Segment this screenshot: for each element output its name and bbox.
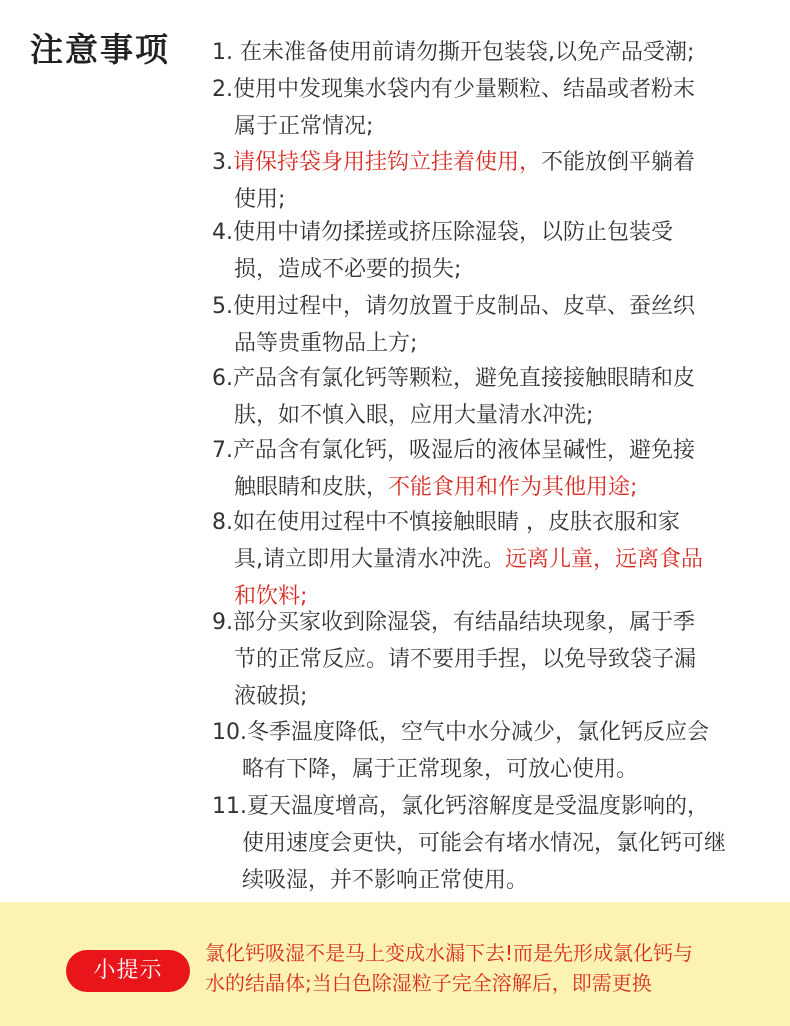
notice-line [212, 288, 772, 325]
notice-line [212, 144, 772, 181]
notice-text: 肤，如不慎入眼，应用大量清水冲洗; [234, 403, 594, 428]
notice-text: 1. 在未准备使用前请勿撕开包装袋,以免产品受潮; [212, 40, 695, 65]
notice-text: 不能放倒平躺着 [541, 150, 696, 175]
notice-line [212, 788, 772, 825]
notice-item [212, 214, 772, 288]
notice-line [212, 325, 772, 362]
notice-line [212, 862, 772, 899]
notice-line [212, 432, 772, 469]
notice-text: 7.产品含有氯化钙，吸湿后的液体呈碱性，避免接 [212, 438, 695, 463]
notice-line [212, 825, 772, 862]
notice-item [212, 604, 772, 715]
notice-line [212, 714, 772, 751]
notice-line [212, 181, 772, 218]
notice-text: 具,请立即用大量清水冲洗。 [234, 547, 505, 572]
notice-text: 触眼睛和皮肤， [234, 475, 389, 500]
notice-text: 续吸湿，并不影响正常使用。 [242, 868, 529, 893]
notice-line [212, 678, 772, 715]
notice-highlight-text: 远离儿童，远离食品 [505, 547, 704, 572]
tip-text [205, 938, 693, 998]
notice-line [212, 541, 772, 578]
notice-line [212, 108, 772, 145]
notice-item [212, 34, 772, 71]
notice-text: 节的正常反应。请不要用手捏，以免导致袋子漏 [234, 647, 697, 672]
notice-line [212, 469, 772, 506]
notice-text: 6.产品含有氯化钙等颗粒，避免直接接触眼睛和皮 [212, 366, 695, 391]
notice-highlight-text: 不能食用和作为其他用途; [388, 475, 638, 500]
notice-item [212, 288, 772, 362]
tip-line: 水的结晶体;当白色除湿粒子完全溶解后，即需更换 [205, 971, 652, 995]
notice-text: 2.使用中发现集水袋内有少量颗粒、结晶或者粉末 [212, 77, 695, 102]
notice-text: 5.使用过程中，请勿放置于皮制品、皮草、蚕丝织 [212, 294, 695, 319]
notice-highlight-text: 请保持袋身用挂钩立挂着使用， [233, 150, 542, 175]
tip-panel [0, 902, 790, 1026]
notice-text: 10.冬季温度降低，空气中水分减少，氯化钙反应会 [212, 720, 709, 745]
page-title: 注意事项 [30, 30, 170, 69]
tip-badge: 小提示 [66, 950, 190, 992]
notice-text: 4.使用中请勿揉搓或挤压除湿袋，以防止包装受 [212, 220, 673, 245]
notice-line [212, 397, 772, 434]
notice-text: 11.夏天温度增高，氯化钙溶解度是受温度影响的， [212, 794, 709, 819]
tip-line: 氯化钙吸湿不是马上变成水漏下去!而是先形成氯化钙与 [205, 941, 694, 965]
notice-highlight-text: 和饮料; [234, 584, 308, 609]
notice-line [212, 71, 772, 108]
notice-text: 9.部分买家收到除湿袋，有结晶结块现象，属于季 [212, 610, 695, 635]
notice-item [212, 432, 772, 506]
notice-text: 使用; [234, 187, 286, 212]
notice-line [212, 641, 772, 678]
notice-item [212, 144, 772, 218]
notice-text: 8.如在使用过程中不慎接触眼睛 ，皮肤衣服和家 [212, 510, 680, 535]
notice-item [212, 504, 772, 615]
notice-item [212, 788, 772, 899]
notice-text: 3. [212, 150, 233, 175]
notice-item [212, 71, 772, 145]
notice-text: 液破损; [234, 684, 308, 709]
notice-line [212, 34, 772, 71]
notice-text: 品等贵重物品上方; [234, 331, 418, 356]
notice-text: 略有下降，属于正常现象，可放心使用。 [242, 757, 639, 782]
notice-line [212, 604, 772, 641]
notice-text: 损，造成不必要的损失; [234, 257, 462, 282]
notice-line [212, 360, 772, 397]
notice-line [212, 504, 772, 541]
notice-text: 属于正常情况; [234, 114, 374, 139]
notice-text: 使用速度会更快，可能会有堵水情况，氯化钙可继 [242, 831, 727, 856]
notice-item [212, 360, 772, 434]
notice-item [212, 714, 772, 788]
notice-line [212, 214, 772, 251]
notice-line [212, 751, 772, 788]
notice-line [212, 251, 772, 288]
